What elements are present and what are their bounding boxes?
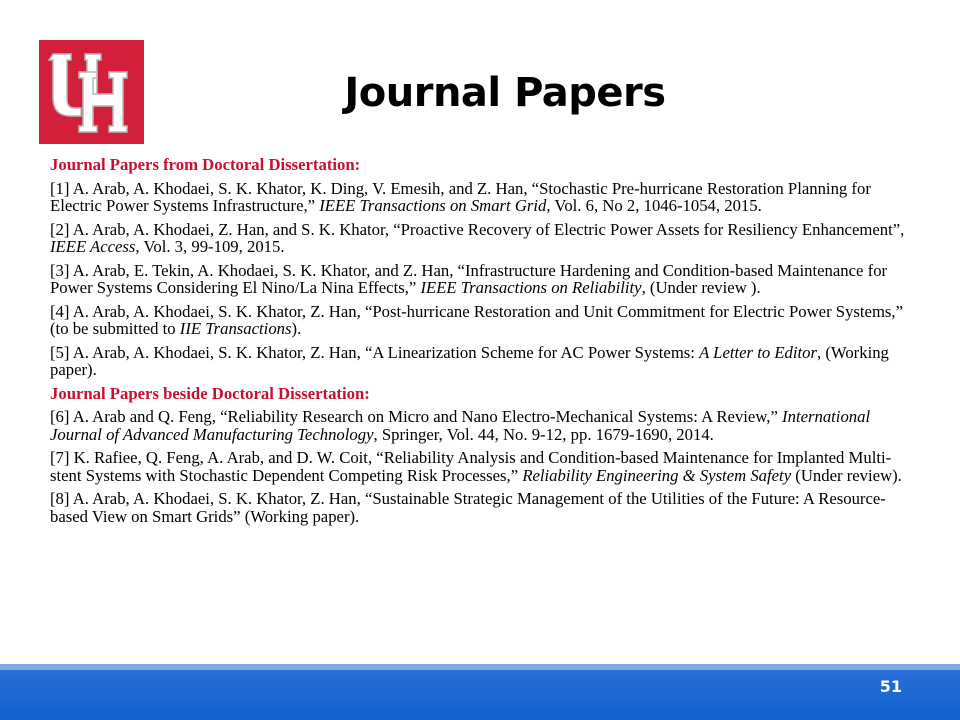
reference-details: , Springer, Vol. 44, No. 9-12, pp. 1679-1690, 2014.: [373, 424, 714, 444]
reference-item: [50, 408, 922, 443]
reference-text: [8] A. Arab, A. Khodaei, S. K. Khator, Z. Han, “Sustainable Strategic Management of the Utilities of the Future: A Resource-based View on Smart Grids” (Working paper).: [50, 489, 886, 526]
reference-item: [50, 303, 922, 338]
reference-venue: IEEE Transactions on Reliability: [420, 278, 642, 297]
reference-item: [50, 221, 922, 256]
footer-stripe: [0, 664, 960, 670]
reference-venue: IEEE Transactions on Smart Grid: [319, 196, 547, 215]
reference-item: [50, 490, 922, 525]
reference-details: , (Working paper).: [50, 342, 889, 379]
page-number: 51: [879, 677, 902, 696]
references-body: [50, 156, 922, 531]
reference-item: [50, 344, 922, 379]
reference-venue: IIE Transactions: [179, 319, 292, 338]
reference-item: [50, 262, 922, 297]
reference-item: [50, 449, 922, 484]
reference-text: [6] A. Arab and Q. Feng, “Reliability Research on Micro and Nano Electro-Mechanical Systems: A Review,”: [50, 407, 783, 426]
reference-venue: IEEE Access: [50, 237, 136, 256]
slide-title: Journal Papers: [344, 70, 666, 116]
reference-text: [7] K. Rafiee, Q. Feng, A. Arab, and D. W. Coit, “Reliability Analysis and Condition-based Maintenance for Implanted Multi-stent Systems with Stochastic Dependent Competing Risk Processes,”: [50, 448, 892, 485]
reference-venue: Reliability Engineering & System Safety: [522, 465, 792, 485]
section-heading: Journal Papers from Doctoral Dissertation:: [50, 155, 361, 174]
reference-details: (Under review).: [791, 465, 902, 485]
reference-details: , Vol. 3, 99-109, 2015.: [135, 237, 285, 256]
reference-text: [1] A. Arab, A. Khodaei, S. K. Khator, K. Ding, V. Emesih, and Z. Han, “Stochastic Pre-hurricane Restoration Planning for Electric Power Systems Infrastructure,”: [50, 178, 871, 215]
reference-item: [50, 180, 922, 215]
reference-text: [4] A. Arab, A. Khodaei, S. K. Khator, Z. Han, “Post-hurricane Restoration and Unit Commitment for Electric Power Systems,” (to be submitted to: [50, 301, 904, 338]
section-heading: Journal Papers beside Doctoral Dissertation:: [50, 383, 370, 403]
reference-text: [2] A. Arab, A. Khodaei, Z. Han, and S. K. Khator, “Proactive Recovery of Electric Power Assets for Resiliency Enhancement”,: [50, 219, 905, 239]
reference-details: ).: [291, 319, 302, 338]
reference-text: [5] A. Arab, A. Khodaei, S. K. Khator, Z. Han, “A Linearization Scheme for AC Power Systems:: [50, 342, 700, 362]
reference-details: , (Under review ).: [641, 278, 761, 297]
reference-details: , Vol. 6, No 2, 1046-1054, 2015.: [546, 196, 762, 215]
reference-venue: A Letter to Editor: [699, 342, 818, 362]
reference-venue: International Journal of Advanced Manufacturing Technology: [50, 407, 871, 444]
reference-text: [3] A. Arab, E. Tekin, A. Khodaei, S. K. Khator, and Z. Han, “Infrastructure Hardening and Condition-based Maintenance for Power Systems Considering El Nino/La Nina Effects,”: [50, 260, 888, 297]
footer-band: [0, 664, 960, 720]
